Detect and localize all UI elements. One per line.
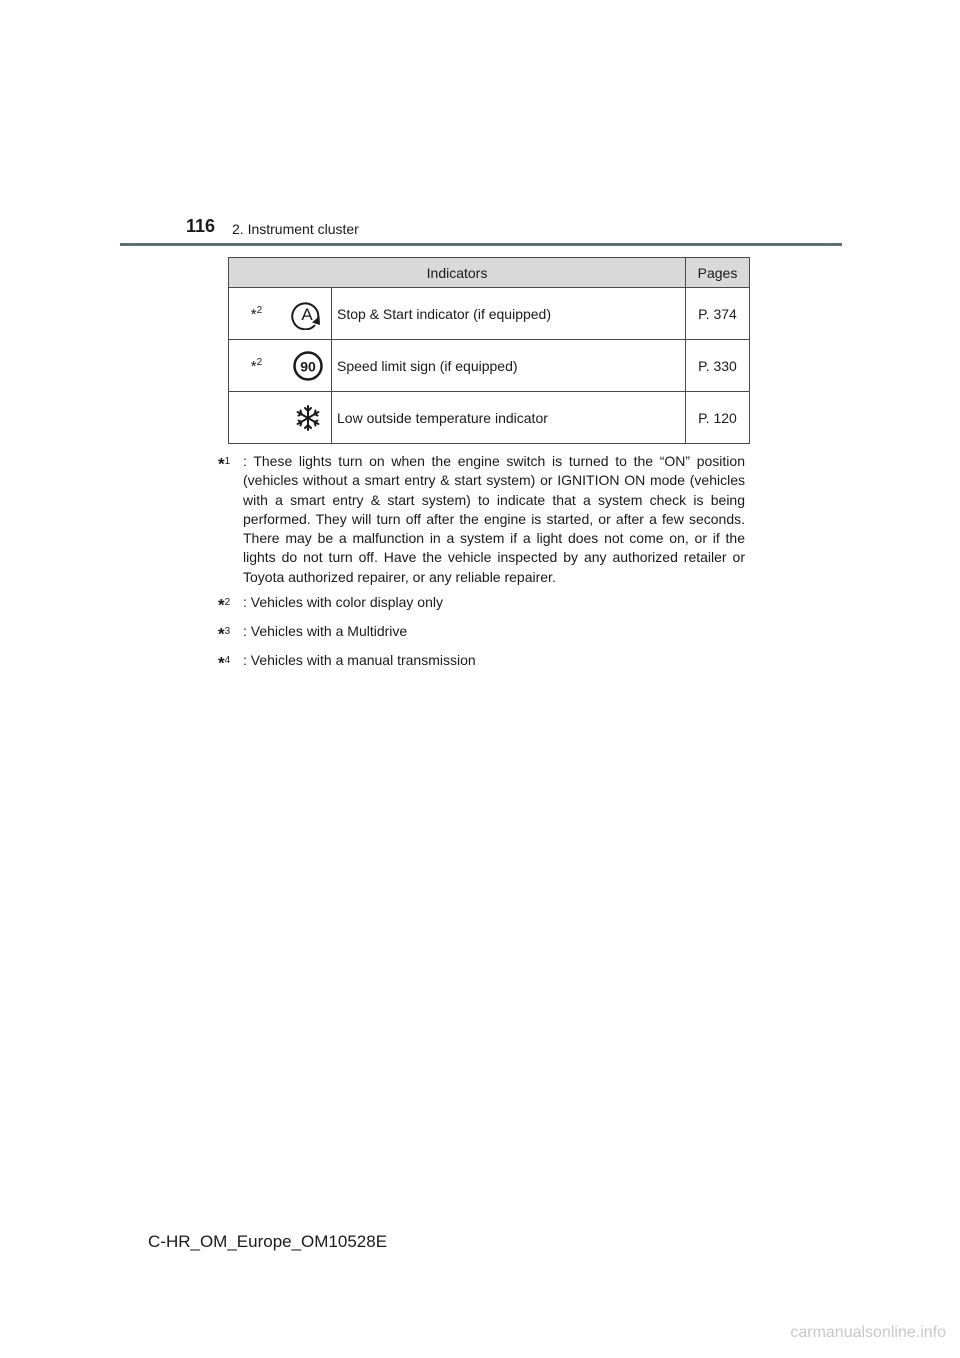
footnote-3: *$^3$ : Vehicles with a Multidrive [218,622,745,645]
speed-limit-sign-icon [284,340,332,392]
section-title: 2. Instrument cluster [232,221,359,237]
table-row [229,392,750,444]
footnote-text: : Vehicles with a manual transmission [243,651,476,668]
page-reference: P. 330 [686,340,750,392]
watermark: carmanualsonline.info [790,1324,946,1341]
footnote-1: *$^1$ : These lights turn on when the engine switch is turned to the “ON” position (vehicles without a smart entry & start system) or IGNITION ON mode (vehicles with a smart entry & start system) to indicate that a system check is being performed. They will turn off after the engine is started, or after a few seconds. There may be a malfunction in a system if a light does not come on, or if the lights do not turn off. Have the vehicle inspected by any authorized retailer or Toyota authorized repairer, or any reliable repairer. [218,452,745,587]
table-header-row [229,258,750,288]
snowflake-icon [284,392,332,444]
footnote-text: : Vehicles with color display only [243,594,443,611]
page-reference: P. 120 [686,392,750,444]
svg-text:A: A [300,304,313,324]
footnote-ref: *$^2$ [229,340,285,392]
pages-column-header: Pages [686,258,750,288]
indicator-description: Stop & Start indicator (if equipped) [332,288,686,340]
page-reference: P. 374 [686,288,750,340]
footnote-4: *$^4$ : Vehicles with a manual transmission [218,651,745,674]
footnote-ref: *$^2$ [229,288,285,340]
table-row [229,340,750,392]
indicator-description: Low outside temperature indicator [332,392,686,444]
stop-start-icon [284,288,332,340]
indicators-table [228,257,750,444]
footnote-text: : These lights turn on when the engine switch is turned to the “ON” position (vehicles without a smart entry & start system) or IGNITION ON mode (vehicles with a smart entry & start system) to indicate that a system check is being performed. They will turn off after the engine is started, or after a few seconds. There may be a malfunction in a system if a light does not come on, or if the lights do not turn off. Have the vehicle inspected by any authorized retailer or Toyota authorized repairer, or any reliable repairer. [243,453,745,585]
indicators-column-header: Indicators [229,258,686,288]
footnote-text: : Vehicles with a Multidrive [243,623,408,640]
document-id: C-HR_OM_Europe_OM10528E [148,1232,388,1251]
footnotes [218,452,745,680]
table-row [229,288,750,340]
page-number: 116 [186,216,216,236]
speed-limit-value: 90 [299,358,316,374]
footnote-ref [229,392,285,444]
footnote-2: *$^2$ : Vehicles with color display only [218,593,745,616]
header-divider [120,243,842,246]
indicator-description: Speed limit sign (if equipped) [332,340,686,392]
